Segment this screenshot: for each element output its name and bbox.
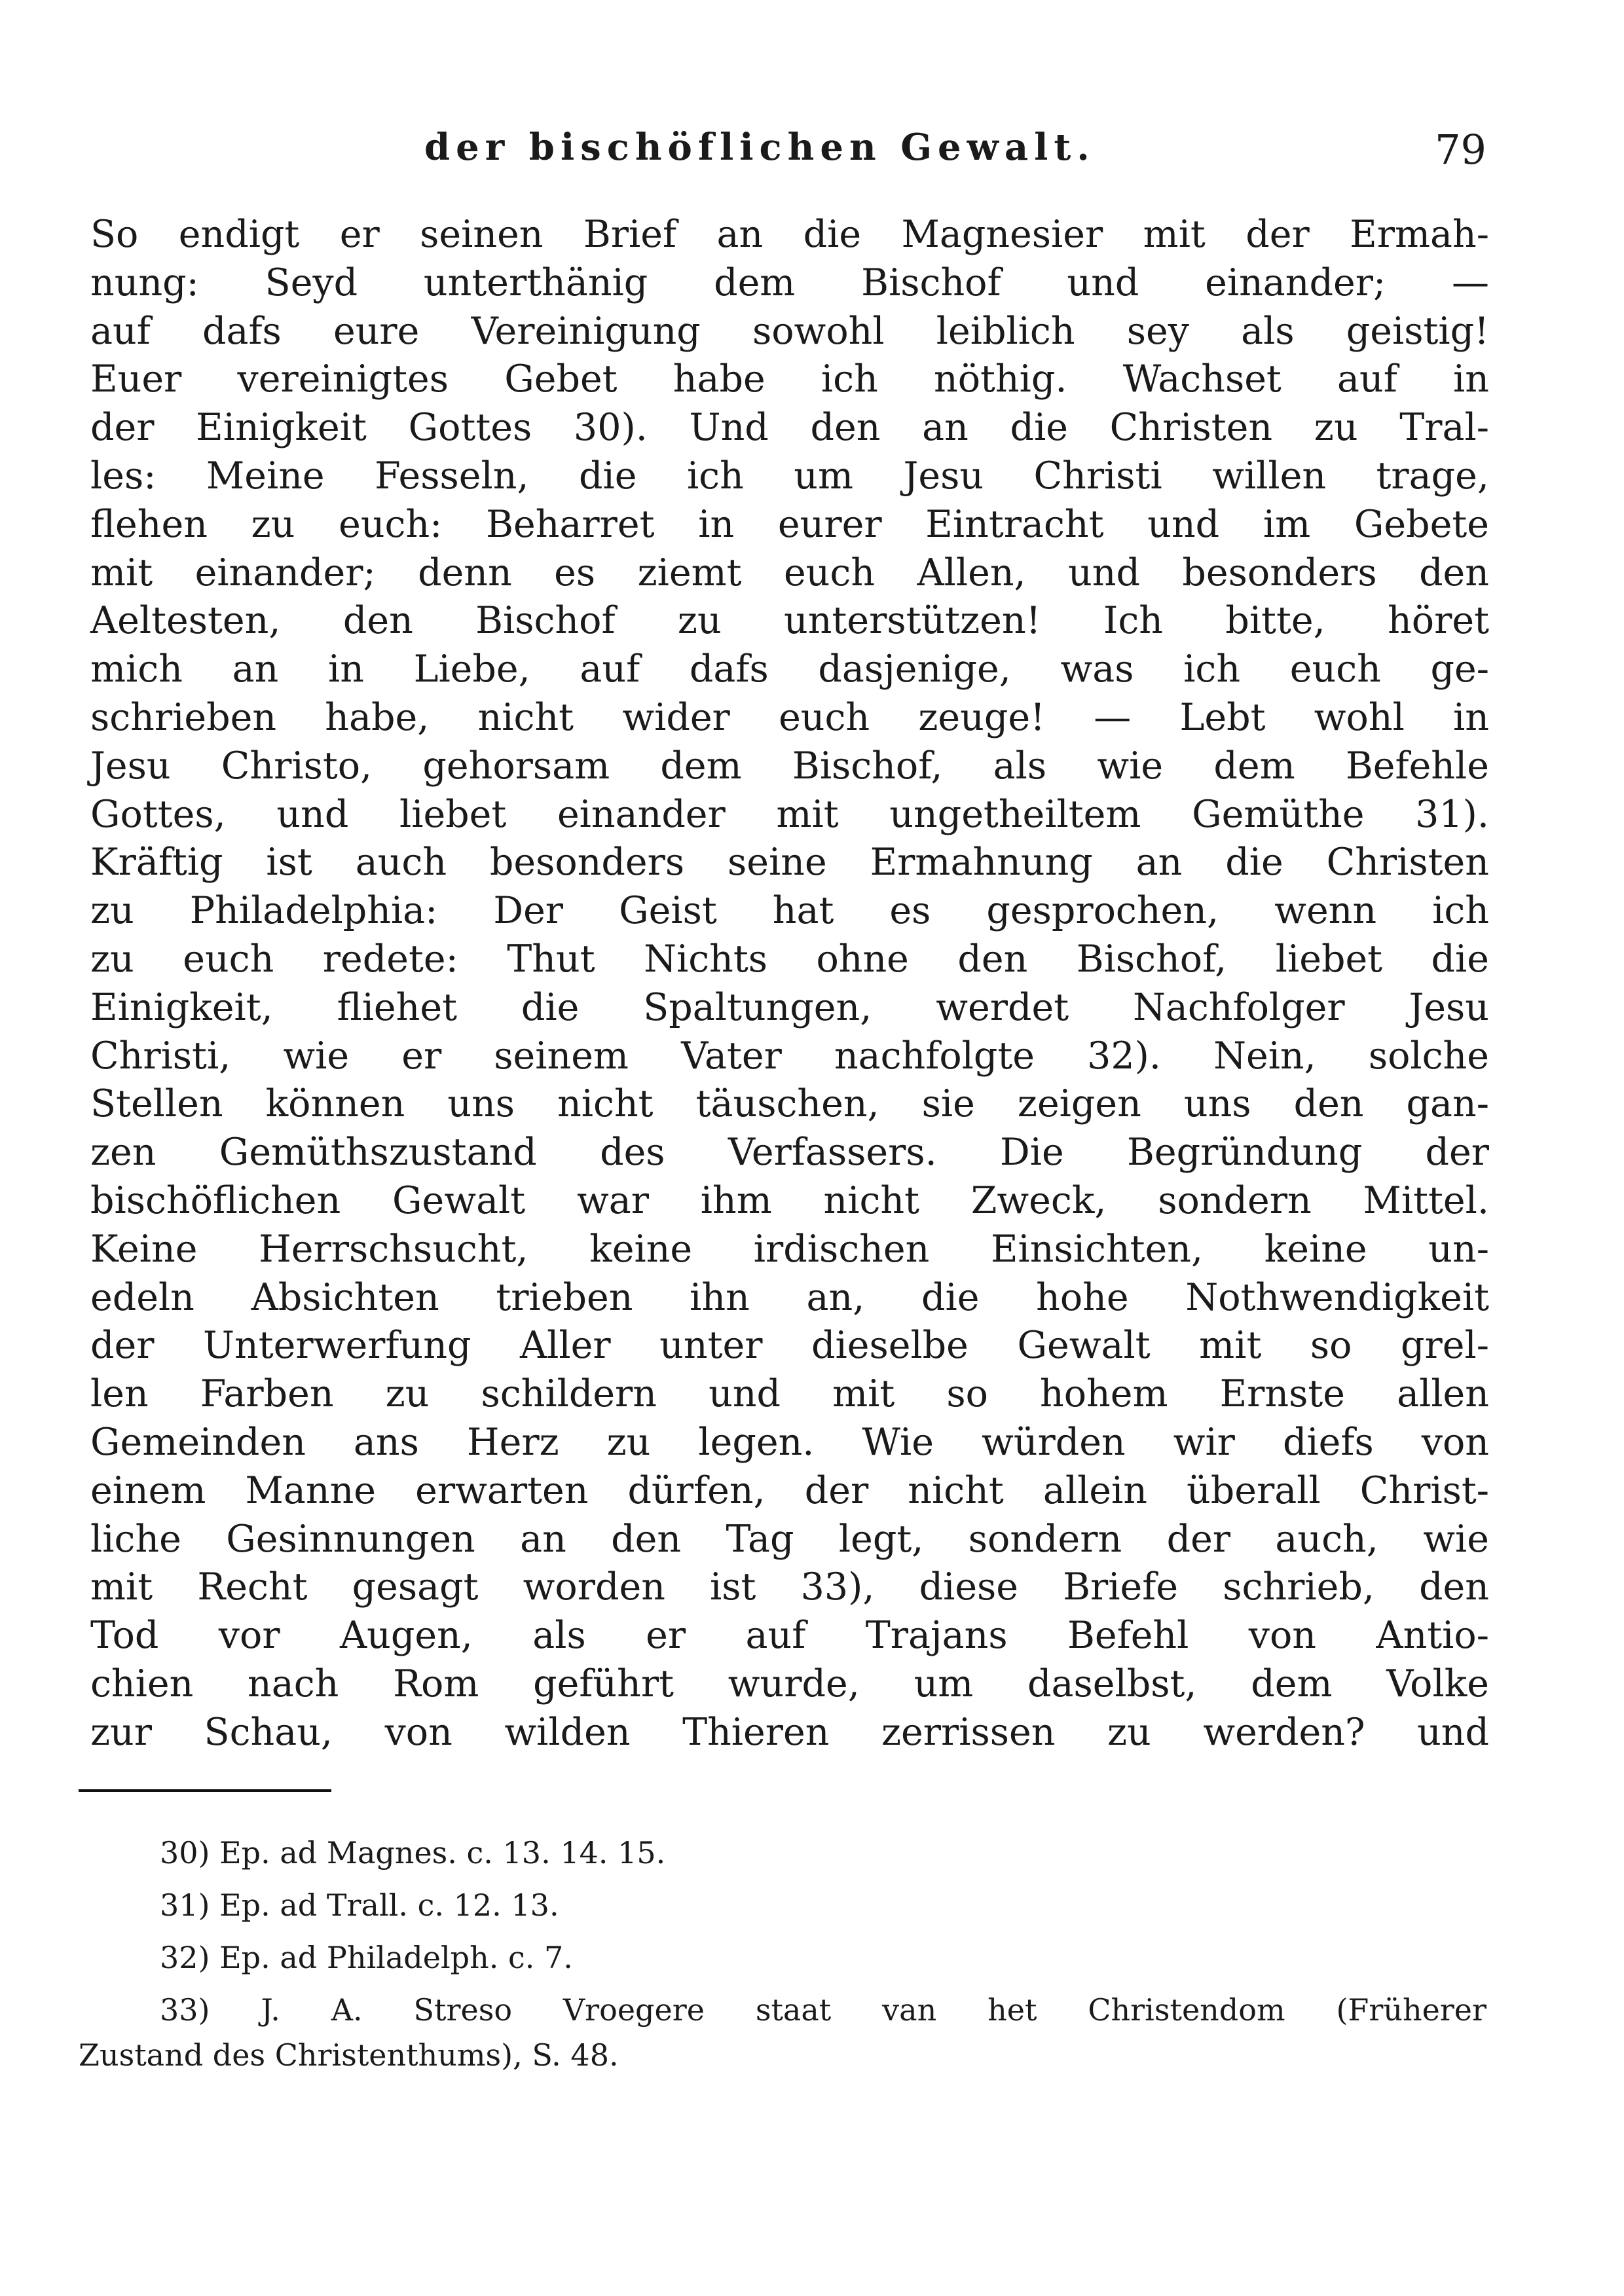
text-line: Euer vereinigtes Gebet habe ich nöthig. Wachset auf in	[90, 357, 1489, 401]
text-line: So endigt er seinen Brief an die Magnesier mit der Ermah-	[90, 213, 1489, 256]
text-line: Keine Herrschsucht, keine irdischen Einsichten, keine un-	[90, 1227, 1489, 1271]
text-line: liche Gesinnungen an den Tag legt, sondern der auch, wie	[90, 1517, 1489, 1561]
footnote: 31) Ep. ad Trall. c. 12. 13.	[160, 1887, 559, 1923]
text-line: mich an in Liebe, auf dafs dasjenige, was ich euch ge-	[90, 647, 1489, 691]
text-line: Stellen können uns nicht täuschen, sie zeigen uns den gan-	[90, 1082, 1489, 1126]
text-line: les: Meine Fesseln, die ich um Jesu Christi willen trage,	[90, 454, 1489, 498]
text-line: chien nach Rom geführt wurde, um daselbst, dem Volke	[90, 1662, 1489, 1705]
text-line: Gemeinden ans Herz zu legen. Wie würden wir diefs von	[90, 1420, 1489, 1464]
running-title: der bischöflichen Gewalt.	[424, 126, 1096, 169]
text-line: len Farben zu schildern und mit so hohem Ernste allen	[90, 1372, 1489, 1416]
text-line: mit Recht gesagt worden ist 33), diese Briefe schrieb, den	[90, 1565, 1489, 1609]
text-line: einem Manne erwarten dürfen, der nicht allein überall Christ-	[90, 1468, 1489, 1512]
text-line: flehen zu euch: Beharret in eurer Eintracht und im Gebete	[90, 502, 1489, 546]
text-line: zu euch redete: Thut Nichts ohne den Bischof, liebet die	[90, 937, 1489, 981]
footnote: 30) Ep. ad Magnes. c. 13. 14. 15.	[160, 1835, 666, 1870]
footnote: 33) J. A. Streso Vroegere staat van het Christendom (Früherer	[160, 1992, 1486, 2028]
footnotes	[79, 1827, 1486, 2074]
body-text	[90, 211, 1489, 1757]
text-line: Einigkeit, fliehet die Spaltungen, werdet Nachfolger Jesu	[90, 985, 1489, 1029]
text-line: edeln Absichten trieben ihn an, die hohe Nothwendigkeit	[90, 1275, 1489, 1319]
text-line: bischöflichen Gewalt war ihm nicht Zweck, sondern Mittel.	[90, 1178, 1489, 1222]
text-line: Christi, wie er seinem Vater nachfolgte 32). Nein, solche	[90, 1034, 1489, 1078]
footnote-continuation: Zustand des Christenthums), S. 48.	[79, 2037, 619, 2073]
text-line: Kräftig ist auch besonders seine Ermahnung an die Christen	[90, 841, 1489, 884]
page-header	[92, 126, 1486, 178]
text-line: nung: Seyd unterthänig dem Bischof und einander; —	[90, 261, 1489, 304]
text-line: schrieben habe, nicht wider euch zeuge! — Lebt wohl in	[90, 695, 1489, 739]
footnote: 32) Ep. ad Philadelph. c. 7.	[160, 1940, 573, 1975]
text-line: Aeltesten, den Bischof zu unterstützen! Ich bitte, höret	[90, 599, 1489, 643]
text-line: zur Schau, von wilden Thieren zerrissen zu werden? und	[90, 1710, 1489, 1754]
text-line: der Einigkeit Gottes 30). Und den an die Christen zu Tral-	[90, 406, 1489, 450]
text-line: Gottes, und liebet einander mit ungetheiltem Gemüthe 31).	[90, 792, 1489, 836]
text-line: Tod vor Augen, als er auf Trajans Befehl von Antio-	[90, 1614, 1489, 1658]
text-line: der Unterwerfung Aller unter dieselbe Gewalt mit so grel-	[90, 1324, 1489, 1368]
text-line: auf dafs eure Vereinigung sowohl leiblich sey als geistig!	[90, 309, 1489, 353]
text-line: zen Gemüthszustand des Verfassers. Die Begründung der	[90, 1131, 1489, 1175]
text-line: Jesu Christo, gehorsam dem Bischof, als wie dem Befehle	[90, 744, 1489, 788]
footnote-separator	[79, 1789, 331, 1792]
text-line: zu Philadelphia: Der Geist hat es gesprochen, wenn ich	[90, 889, 1489, 933]
page-number: 79	[1435, 126, 1486, 173]
text-line: mit einander; denn es ziemt euch Allen, und besonders den	[90, 551, 1489, 594]
